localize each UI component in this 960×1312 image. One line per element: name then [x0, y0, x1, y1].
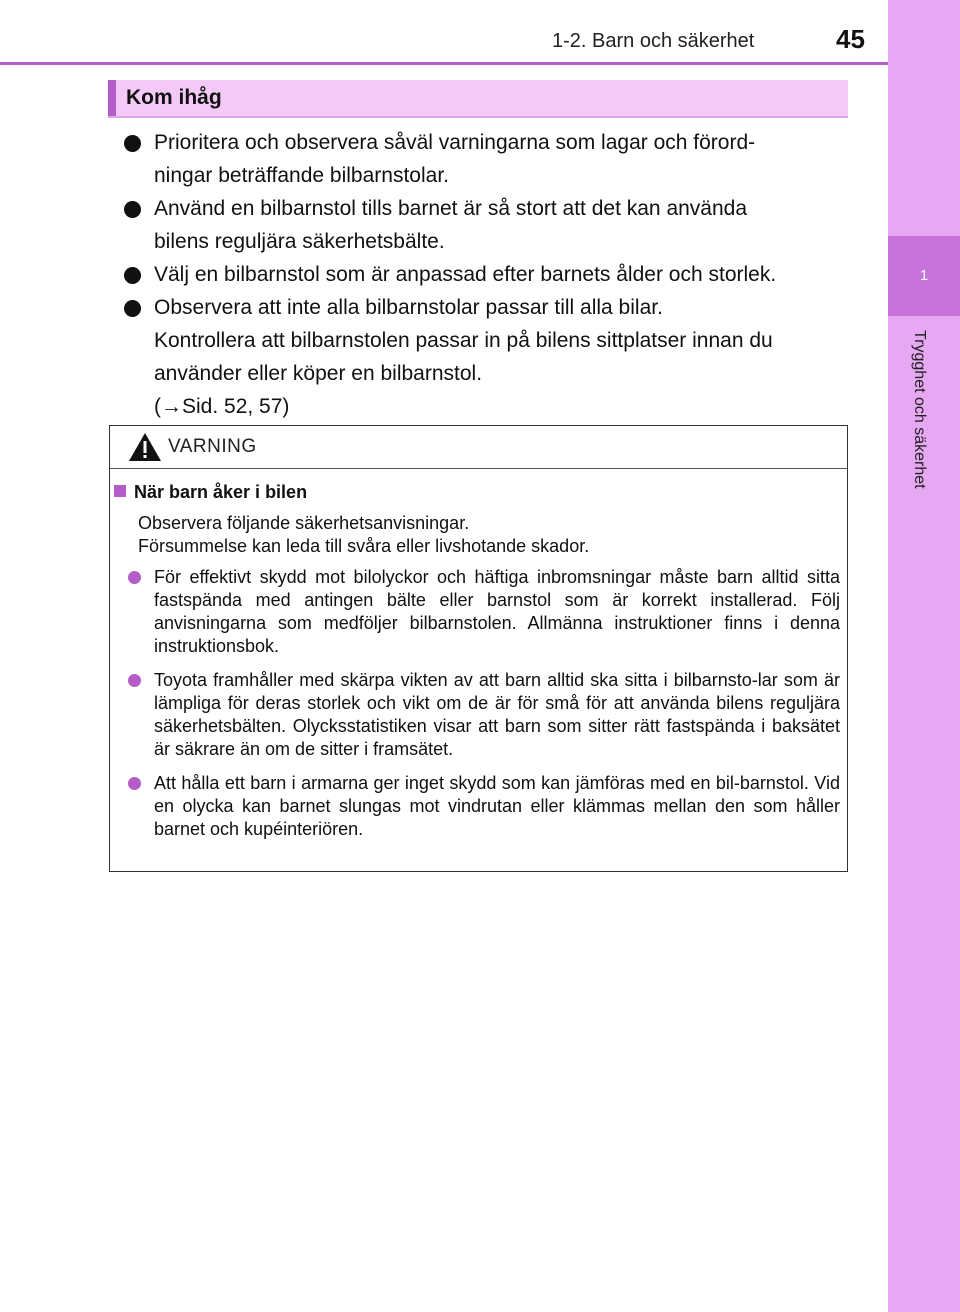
warning-subheading — [114, 482, 307, 503]
warning-title: VARNING — [168, 436, 257, 457]
bullet-icon — [128, 674, 141, 687]
warning-intro-line: Observera följande säkerhetsanvisningar. — [138, 513, 470, 533]
warning-item — [124, 669, 840, 761]
chapter-title: Trygghet och säkerhet — [911, 330, 928, 489]
page-reference[interactable]: (→Sid. 52, 57) — [154, 395, 290, 418]
warning-item-text: Att hålla ett barn i armarna ger inget skydd som kan jämföras med en bil-barnstol. Vid en olycka kan barnet slungas mot vindrutan eller klämmas mellan den som håller barnet och kupéinteriören. — [154, 773, 840, 839]
note-line: ningar beträffande bilbarnstolar. — [154, 164, 449, 187]
note-line: Kontrollera att bilbarnstolen passar in på bilens sittplatser innan du — [154, 329, 773, 352]
note-item — [120, 291, 842, 423]
bullet-icon — [124, 300, 141, 317]
warning-header — [110, 426, 847, 469]
warning-item-text: För effektivt skydd mot bilolyckor och häftiga inbromsningar måste barn alltid sitta fastspända med antingen bälte eller barnstol som är korrekt installerad. Följ anvisningarna som medföljer bilbarnstolen. Allmänna instruktioner finns i denna instruktionsbok. — [154, 567, 840, 656]
warning-item — [124, 566, 840, 658]
note-line: bilens reguljära säkerhetsbälte. — [154, 230, 445, 253]
note-line: använder eller köper en bilbarnstol. — [154, 362, 483, 385]
warning-intro-line: Försummelse kan leda till svåra eller livshotande skador. — [138, 536, 590, 556]
square-bullet-icon — [114, 485, 126, 497]
chapter-tab: 1 — [888, 236, 960, 316]
section-title: 1-2. Barn och säkerhet — [552, 30, 755, 52]
warning-item — [124, 772, 840, 841]
warning-box — [109, 425, 848, 872]
warning-item-text: Toyota framhåller med skärpa vikten av att barn alltid ska sitta i bilbarnsto-lar som är lämpliga för deras storlek och vikt om de är för små för att använda bilens reguljära säkerhetsbälten. Olycksstatistiken visar att barn som sitter rätt fastspända i baksätet är säkrare än om de sitter i framsätet. — [154, 670, 840, 759]
bullet-icon — [124, 267, 141, 284]
note-item — [120, 258, 842, 291]
warning-intro — [138, 512, 838, 558]
warning-list — [124, 566, 840, 852]
note-list — [120, 126, 842, 423]
note-line: Använd en bilbarnstol tills barnet är så stort att det kan använda — [154, 197, 748, 220]
page-number: 45 — [836, 24, 865, 54]
bullet-icon — [124, 201, 141, 218]
bullet-icon — [128, 571, 141, 584]
note-line: Prioritera och observera såväl varningarna som lagar och förord- — [154, 131, 756, 154]
warning-subheading-text: När barn åker i bilen — [134, 482, 308, 502]
header-rule — [0, 62, 888, 65]
warning-triangle-icon — [128, 432, 162, 462]
bullet-icon — [128, 777, 141, 790]
note-item — [120, 126, 842, 192]
note-line: Observera att inte alla bilbarnstolar passar till alla bilar. — [154, 296, 663, 319]
note-item — [120, 192, 842, 258]
note-line: Välj en bilbarnstol som är anpassad efter barnets ålder och storlek. — [154, 263, 777, 286]
note-heading: Kom ihåg — [108, 80, 848, 116]
bullet-icon — [124, 135, 141, 152]
note-rule — [108, 116, 848, 118]
chapter-sidebar — [888, 0, 960, 1312]
